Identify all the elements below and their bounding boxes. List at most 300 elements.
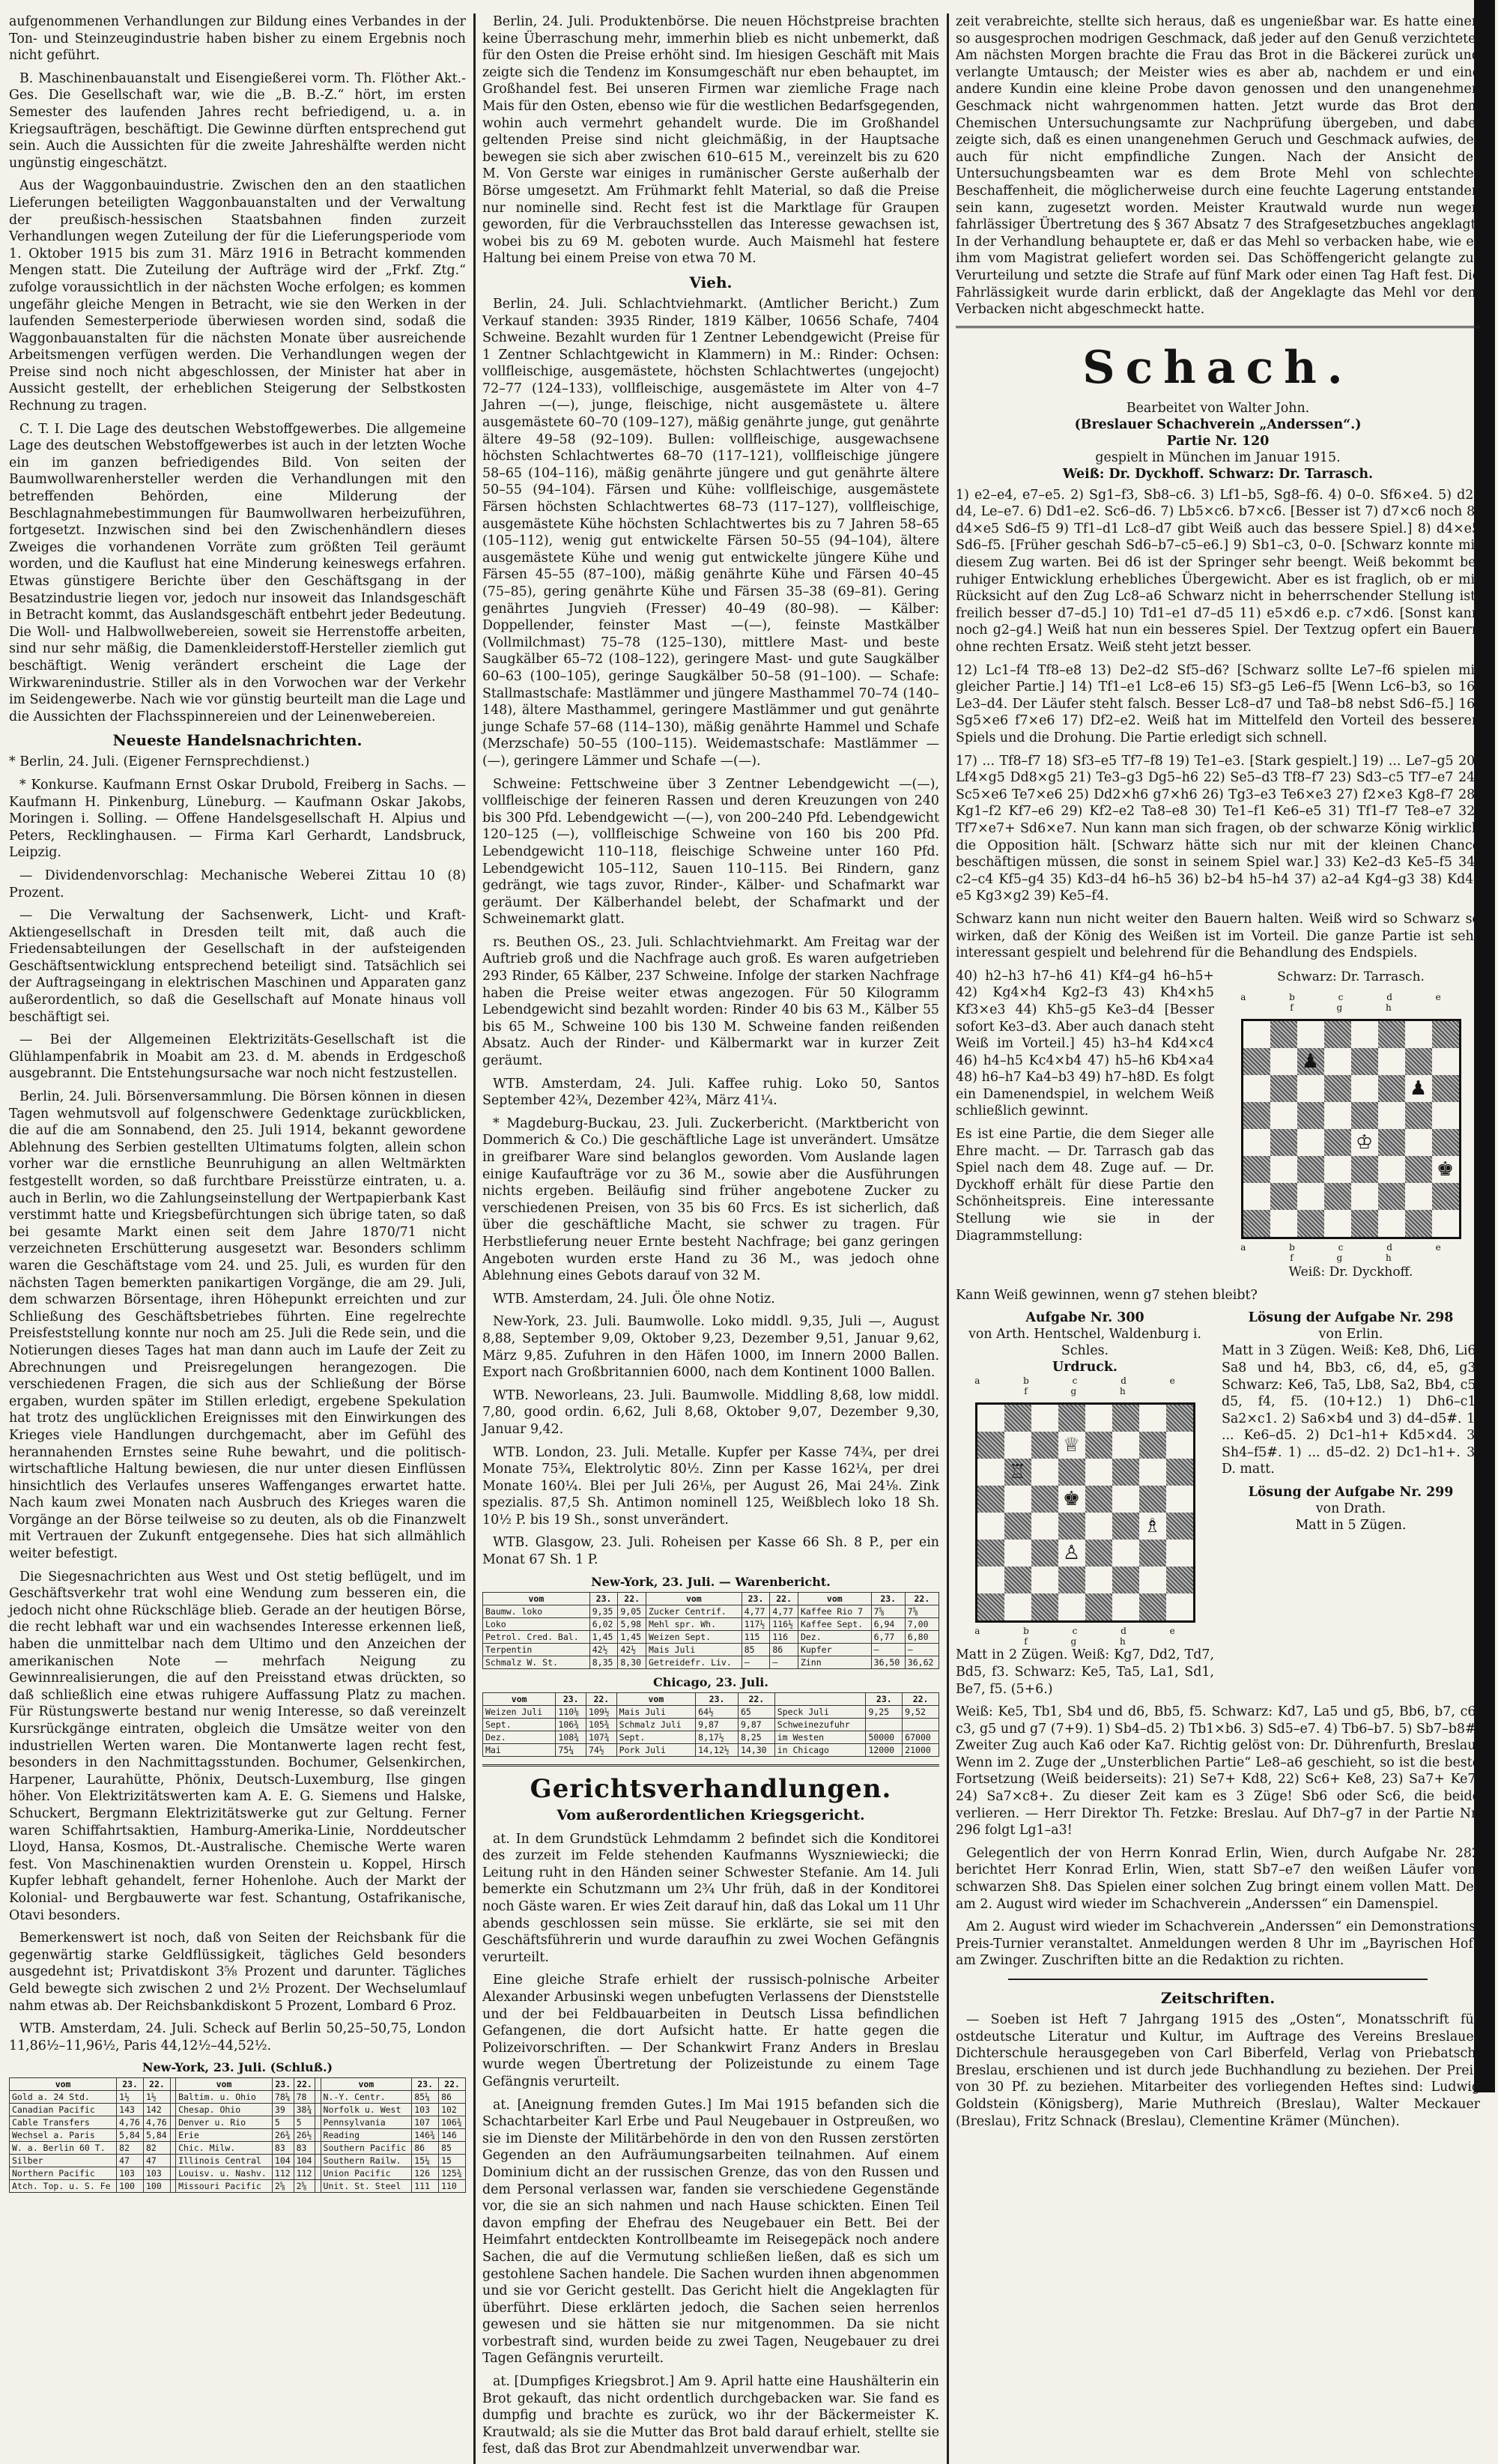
board-square bbox=[1166, 1567, 1193, 1593]
article-text: — Soeben ist Heft 7 Jahrgang 1915 des „Osten“, Monatsschrift für ostdeutsche Literatur und Kultur, im Auftrage des Vereins Breslauer Dichterschule herausgegeben von Carl Biberfeld, Verlag von Priebatsch, Breslau, erschienen und ist durch jede Buchhandlung zu beziehen. Der Preis von 30 Pf. zu beziehen. Mitarbeiter des vorliegenden Heftes sind: Ludwig Goldstein (Königsberg), Marie Muthreich (Breslau), Walter Meckauer (Breslau), Fritz Schnack (Breslau), Clementine Krämer (München). bbox=[956, 2012, 1480, 2129]
table-cell: 1½ bbox=[117, 2091, 144, 2104]
board-square bbox=[1085, 1432, 1112, 1459]
board-square bbox=[1243, 1048, 1270, 1075]
chess-board bbox=[1241, 1019, 1461, 1239]
table-cell: Kupfer bbox=[798, 1643, 871, 1656]
table-cell: Dez. bbox=[798, 1630, 871, 1643]
board-square: ♖ bbox=[1004, 1459, 1031, 1486]
board-square bbox=[1166, 1513, 1193, 1540]
board-square bbox=[1324, 1129, 1351, 1156]
table-row bbox=[10, 2129, 466, 2142]
table-row bbox=[483, 1743, 939, 1756]
table-header-cell: vom bbox=[321, 2078, 412, 2091]
board-square bbox=[1243, 1156, 1270, 1183]
section-heading: Gerichtsverhandlungen. bbox=[530, 1773, 892, 1804]
solution-author: von Erlin. bbox=[1318, 1327, 1383, 1343]
table-cell: Silber bbox=[10, 2155, 117, 2167]
table-cell bbox=[170, 2167, 175, 2180]
table-cell: 8,30 bbox=[618, 1656, 646, 1668]
table-cell: 1,45 bbox=[589, 1630, 618, 1643]
table-cell: 103 bbox=[144, 2167, 171, 2180]
article-text: WTB. Amsterdam, 24. Juli. Kaffee ruhig. Loko 50, Santos September 42¾, Dezember 42¾, März 41¼. bbox=[482, 1076, 939, 1109]
table-cell: 126 bbox=[412, 2167, 439, 2180]
board-square bbox=[1297, 1156, 1324, 1183]
board-square: ♕ bbox=[1058, 1432, 1085, 1459]
board-square bbox=[1139, 1593, 1166, 1620]
board-square bbox=[1324, 1210, 1351, 1237]
file-labels: a b c d e f g h bbox=[974, 1375, 1195, 1397]
board-square bbox=[1270, 1156, 1297, 1183]
table-cell: Cable Transfers bbox=[10, 2116, 117, 2129]
table-cell: 117½ bbox=[742, 1617, 770, 1630]
board-square bbox=[1031, 1405, 1058, 1432]
table-cell: Terpentin bbox=[483, 1643, 590, 1656]
stock-table bbox=[9, 2077, 466, 2193]
table-cell: 4,77 bbox=[742, 1605, 770, 1617]
board-square bbox=[1031, 1593, 1058, 1620]
table-cell: 14,12½ bbox=[696, 1743, 739, 1756]
board-square bbox=[1085, 1567, 1112, 1593]
board-square bbox=[1270, 1210, 1297, 1237]
table-cell: Kaffee Sept. bbox=[798, 1617, 871, 1630]
board-square bbox=[1031, 1513, 1058, 1540]
table-cell: 2⅝ bbox=[272, 2180, 294, 2193]
table-cell: 107¾ bbox=[586, 1731, 617, 1743]
table-cell: Getreidefr. Liv. bbox=[646, 1656, 742, 1668]
table-cell bbox=[170, 2155, 175, 2167]
article-text: * Magdeburg-Buckau, 23. Juli. Zuckerbericht. (Marktbericht von Dommerich & Co.) Die geschäftliche Lage ist unverändert. Umsätze in greifbarer Ware sind belanglos geworden. Vom Auslande lagen einige Kaufaufträge vor zu 36 M., sowie aber die Ausführungen nichts ergeben. Beiläufig sind früher angebotene Zucker zu verschiedenen Preisen, von 35 bis 60 Frcs. Es ist sicherlich, daß über die geschäftliche Macht, sie schwer zu tragen. Für Herbstlieferung neuer Ernte besteht Nachfrage; bei ganz geringen Angeboten wurden erste Hand zu 36 M., was jedoch ohne Ablehnung eines Gebots darauf von 32 M. bbox=[482, 1116, 939, 1284]
table-cell: 36,62 bbox=[905, 1656, 938, 1668]
table-row bbox=[10, 2116, 466, 2129]
table-cell: 1,45 bbox=[618, 1630, 646, 1643]
board-caption: Schwarz: Dr. Tarrasch. bbox=[1277, 969, 1425, 984]
board-square bbox=[1166, 1432, 1193, 1459]
chess-board bbox=[975, 1402, 1195, 1623]
article-text: Berlin, 24. Juli. Börsenversammlung. Die Börsen können in diesen Tagen wehmutsvoll auf folgenschwere Gedenktage zurückblicken, die auf die am Sonnabend, den 25. Juli 1914, bekannt gewordene Ablehnung des Serbien gestellten Ultimatums folgten, allein schon vorher war die ernstliche Beunruhigung an allen Weltmärkten festgestellt worden, so daß furchtbare Preisstürze eintraten, u. a. auch in Berlin, wo die Zahlungseinstellung der Wertpapierbank Kast verstimmt hatte und Kriegsbefürchtungen sich übrige taten, so daß bei gesamte Markt einen seit dem Jahre 1870/71 nicht verzeichneten Erschütterung ausgesetzt war. Besonders schlimm waren die Geschäftstage vom 24. und 25. Juli, es wurden für den nächsten Tagen bemerkten panikartigen Vorgänge, die am 29. Juli, dem schwarzen Börsentage, ihren Höhepunkt erreichten und zur Schließung des Geschäftsbetriebes führten. Eine regelrechte Preisfeststellung konnte nur noch am 25. Juli die Rede sein, und die Notierungen dieses Tages hat man dann auch im Laufe der Zeit zu Abrechnungen und Preisregelungen herangezogen. Die verschiedenen Fragen, die sich aus der Schließung der Börse ergaben, wurden später im Stillen erledigt, ergebene Spekulation hat trotz des unglücklichen Ereignisses mit den Einwirkungen des Krieges viele Handlungen durchgemacht, aber im Gefühl des herannahenden Ernstes seine Ruhe bewahrt, und die politisch-wirtschaftliche Haltung bewiesen, die nur unter diesen Einflüssen hinsichtlich des Verlaufes unseres Waffenganges erwartet hatte. Nach kaum zwei Monaten nach Ausbruch des Krieges waren die Vorgänge an der Börse teilweise so zu deuten, als ob die Finanzwelt mit Vertrauen der Zukunft entgegensehe. Dies hat sich allmählich weiter befestigt. bbox=[9, 1089, 466, 1562]
table-cell: 83 bbox=[294, 2142, 315, 2155]
table-cell: 5,84 bbox=[144, 2129, 171, 2142]
board-square bbox=[1085, 1405, 1112, 1432]
table-header-cell bbox=[774, 1692, 866, 1705]
board-square bbox=[1243, 1183, 1270, 1210]
board-square: ♙ bbox=[1058, 1540, 1085, 1567]
table-row bbox=[10, 2167, 466, 2180]
table-cell: 86 bbox=[439, 2091, 466, 2104]
table-cell: Atch. Top. u. S. Fe bbox=[10, 2180, 117, 2193]
divider bbox=[956, 326, 1480, 328]
table-header-cell: 23. bbox=[589, 1592, 618, 1605]
table-header-cell bbox=[170, 2078, 175, 2091]
table-header-cell: 22. bbox=[439, 2078, 466, 2091]
board-square bbox=[1139, 1432, 1166, 1459]
board-square bbox=[1432, 1129, 1459, 1156]
table-cell: 82 bbox=[117, 2142, 144, 2155]
table-cell: Union Pacific bbox=[321, 2167, 412, 2180]
table-header-cell: 22. bbox=[144, 2078, 171, 2091]
table-header-row bbox=[483, 1692, 939, 1705]
board-square bbox=[1085, 1593, 1112, 1620]
table-cell: 103 bbox=[412, 2104, 439, 2116]
board-square: ♚ bbox=[1058, 1486, 1085, 1513]
table-cell: im Westen bbox=[774, 1731, 866, 1743]
chess-moves: 12) Lc1–f4 Tf8–e8 13) De2–d2 Sf5–d6? [Schwarz sollte Le7–f6 spielen mit gleicher Partie.] 14) Tf1–e1 Lc8–e6 15) Sf3–g5 Le6–f5 [Wenn Lc6–b3, so 16) Le3–d4. Der Läufer steht falsch. Besser Lc8–d7 und Ta8–b8 nebst Sd6–f5.] 16) Sg5×e6 f7×e6 17) Df2–e2. Weiß hat im Mittelfeld den Vorteil des besseren Spiels und die Drohung. Die Partie erledigt sich schnell. bbox=[956, 662, 1480, 745]
table-cell: Mais Juli bbox=[616, 1705, 696, 1718]
board-square bbox=[1112, 1486, 1139, 1513]
table-header-cell: 23. bbox=[412, 2078, 439, 2091]
board-square bbox=[1405, 1183, 1432, 1210]
section-heading: Neueste Handelsnachrichten. bbox=[112, 731, 363, 750]
board-square bbox=[1004, 1593, 1031, 1620]
table-cell: 111 bbox=[412, 2180, 439, 2193]
board-square bbox=[1378, 1048, 1405, 1075]
table-header-cell: vom bbox=[10, 2078, 117, 2091]
table-cell: 108¾ bbox=[556, 1731, 586, 1743]
table-cell: Sept. bbox=[483, 1718, 556, 1731]
board-square bbox=[1324, 1021, 1351, 1048]
board-square bbox=[1085, 1540, 1112, 1567]
board-square bbox=[1378, 1156, 1405, 1183]
chess-moves: 1) e2–e4, e7–e5. 2) Sg1–f3, Sb8–c6. 3) Lf1–b5, Sg8–f6. 4) 0–0. Sf6×e4. 5) d2–d4, Le–e7. 6) Dd1–e2. Sc6–d6. 7) Lb5×c6. b7×c6. [Besser ist 7) d7×c6 noch 8) d4×e5 Sd6–f5 9) Tf1–d1 Lc8–d7 gibt Weiß auch das bessere Spiel.] 8) d4×e5 Sd6–f5. [Früher geschah Sd6–b7–c5–e6.] 9) Sb1–c3, 0–0. [Schwarz konnte mit diesem Zug warten. Bei d6 ist der Springer sehr beengt. Weiß bekommt bei ruhiger Entwicklung erhebliches Übergewicht. Aber es ist fraglich, ob er mit Rücksicht auf den Zug Lc8–a6 Schwarz nicht in beherrschender Stellung ist; freilich besser d7–d5.] 10) Td1–e1 d7–d5 11) e5×d6 e.p. c7×d6. [Sonst kann noch g2–g4.] Weiß hat nun ein besseres Spiel. Der Textzug opfert ein Bauern ohne rechten Ersatz. Weiß steht jetzt besser. bbox=[956, 487, 1480, 656]
table-cell: 83 bbox=[272, 2142, 294, 2155]
table-cell: 8,35 bbox=[589, 1656, 618, 1668]
board-square bbox=[1405, 1048, 1432, 1075]
section-heading: Zeitschriften. bbox=[1160, 1989, 1276, 2007]
board-square bbox=[1139, 1486, 1166, 1513]
table-cell: 75¼ bbox=[556, 1743, 586, 1756]
table-header-cell: 22. bbox=[738, 1692, 774, 1705]
article-text: Gelegentlich der von Herrn Konrad Erlin, Wien, durch Aufgabe Nr. 282 berichtet Herr Konrad Erlin, Wien, statt Sb7–e7 den weißen Läufer vom schwarzen Sh8. Das Spielen einer solchen Zug bringt einem vollen Matt. Der am 2. August wird wieder im Schachverein „Anderssen“ ein Damenspiel. bbox=[956, 1845, 1480, 1912]
board-square bbox=[1031, 1567, 1058, 1593]
board-square bbox=[1351, 1075, 1378, 1102]
table-row bbox=[483, 1731, 939, 1743]
chess-moves: Schwarz kann nun nicht weiter den Bauern halten. Weiß wird so Schwarz so wirken, daß der König des Weißen ist im Vorteil. Die ganze Partie ist sehr interessant gespielt und belehrend für die Behandlung des Endspiels. bbox=[956, 911, 1480, 961]
table-cell: 9,87 bbox=[738, 1718, 774, 1731]
table-cell: 42½ bbox=[589, 1643, 618, 1656]
table-header-cell: 23. bbox=[556, 1692, 586, 1705]
table-header-cell: 22. bbox=[586, 1692, 617, 1705]
solution-title: Lösung der Aufgabe Nr. 298 bbox=[1248, 1310, 1454, 1326]
board-square bbox=[1270, 1048, 1297, 1075]
commodity-table bbox=[482, 1592, 939, 1669]
table-cell: 9,87 bbox=[696, 1718, 739, 1731]
problem-title: Aufgabe Nr. 300 bbox=[1025, 1310, 1144, 1326]
board-square bbox=[1297, 1210, 1324, 1237]
table-cell: Canadian Pacific bbox=[10, 2104, 117, 2116]
table-cell: 2⅝ bbox=[294, 2180, 315, 2193]
table-cell: 78 bbox=[294, 2091, 315, 2104]
article-text: WTB. Neworleans, 23. Juli. Baumwolle. Middling 8,68, low middl. 7,80, good ordin. 6,62, Juli 8,68, Oktober 9,07, Dezember 9,30, Januar 9,42. bbox=[482, 1387, 939, 1437]
table-cell: 78¼ bbox=[272, 2091, 294, 2104]
table-cell: Pork Juli bbox=[616, 1743, 696, 1756]
table-cell: 112 bbox=[294, 2167, 315, 2180]
article-text: Schweine: Fettschweine über 3 Zentner Lebendgewicht —(—), vollfleischige der feineren Rassen und deren Kreuzungen von 240 bis 300 Pfd. Lebendgewicht —(—), von 200–240 Pfd. Lebendgewicht 120–125 (—), vollfleischige Schweine von 160 bis 200 Pfd. Lebendgewicht 110–118, fleischige Schweine unter 160 Pfd. Lebendgewicht 105–112, Sauen 110–115. Bei Rindern, ganz gedrängt, wie tags zuvor, Rinder-, Kälber- und Schafmarkt war geräumt. Der Kälberhandel belebt, der Schafmarkt und der Schweinemarkt glatt. bbox=[482, 776, 939, 927]
board-square bbox=[977, 1486, 1004, 1513]
table-cell: Wechsel a. Paris bbox=[10, 2129, 117, 2142]
table-cell: 65 bbox=[738, 1705, 774, 1718]
table-cell: 6,02 bbox=[589, 1617, 618, 1630]
table-cell: 9,05 bbox=[618, 1605, 646, 1617]
table-header-cell: 22. bbox=[905, 1592, 938, 1605]
chess-moves: 17) ... Tf8–f7 18) Sf3–e5 Tf7–f8 19) Te1–e3. [Stark gespielt.] 19) ... Le7–g5 20) Lf4×g5 Dd8×g5 21) Te3–g3 Dg5–h6 22) Se5–d3 Tf8–f7 23) Sd3–c5 Tf7–e7 24) Sc5×e6 Te7×e6 25) Dd2×h6 g7×h6 26) Tg3–e3 Te6×e3 27) f2×e3 Kg8–f7 28) Kg1–f2 Kf7–e6 29) Kf2–e2 Ta8–e8 30) Te1–f1 Ke6–e5 31) Tf1–f7 Te8–e7 32) Tf7×e7+ Sd6×e7. Nun kann man sich fragen, ob der schwarze König wirklich die Opposition hält. [Schwarz hätte sich nur mit der kleinen Chance beschäftigen müssen, die sonst in seinem Spiel war.] 33) Ke2–d3 Ke5–f5 34) c2–c4 Kf5–g4 35) Kd3–d4 h6–h5 36) b2–b4 h5–h4 37) a2–a4 Kg4–g3 38) Kd4–e5 Kg3×g2 39) Ke5–f4. bbox=[956, 753, 1480, 904]
board-square bbox=[1085, 1459, 1112, 1486]
table-header-cell: vom bbox=[798, 1592, 871, 1605]
solution-author: von Drath. bbox=[1315, 1501, 1386, 1517]
board-square bbox=[1432, 1048, 1459, 1075]
divider bbox=[482, 1764, 939, 1767]
table-cell: 146¾ bbox=[412, 2129, 439, 2142]
board-square bbox=[1378, 1021, 1405, 1048]
chess-moves: 40) h2–h3 h7–h6 41) Kf4–g4 h6–h5+ 42) Kg4×h4 Kg2–f3 43) Kh4×h5 Kf3×e3 44) Kh5–g5 Ke3–d4 [Besser sofort Ke3–d3. Aber auch danach steht Weiß im Vorteil.] 45) h3–h4 Kd4×c4 46) h4–h5 Kc4×b4 47) h5–h6 Kb4×a4 48) h6–h7 Ka4–b3 49) h7–h8D. Es folgt ein Damenendspiel, in welchem Weiß schließlich gewinnt. bbox=[956, 968, 1214, 1119]
board-square bbox=[1351, 1102, 1378, 1129]
board-square bbox=[1112, 1567, 1139, 1593]
table-cell: — bbox=[871, 1643, 905, 1656]
table-cell: 106¾ bbox=[439, 2116, 466, 2129]
board-square bbox=[1405, 1129, 1432, 1156]
table-header-cell: 23. bbox=[272, 2078, 294, 2091]
table-cell bbox=[315, 2142, 321, 2155]
table-cell: 6,77 bbox=[871, 1630, 905, 1643]
table-cell: Chic. Milw. bbox=[176, 2142, 273, 2155]
board-square bbox=[1270, 1075, 1297, 1102]
article-text: B. Maschinenbauanstalt und Eisengießerei vorm. Th. Flöther Akt.-Ges. Die Gesellschaft war, wie die „B. B.-Z.“ hört, im ersten Semester des laufenden Jahres recht befriedigend, u. a. in Kriegsaufträgen, beschäftigt. Die Gewinne dürften entsprechend gut sein. Auch die Aussichten für die zweite Jahreshälfte werden nicht ungünstig eingeschätzt. bbox=[9, 70, 466, 171]
table-cell: 112 bbox=[272, 2167, 294, 2180]
board-square bbox=[1405, 1210, 1432, 1237]
board-square bbox=[1378, 1183, 1405, 1210]
board-square bbox=[1058, 1405, 1085, 1432]
board-square bbox=[1351, 1021, 1378, 1048]
chess-diagram-area bbox=[956, 968, 1480, 1287]
article-text: — Dividendenvorschlag: Mechanische Weberei Zittau 10 (8) Prozent. bbox=[9, 868, 466, 900]
table-cell: 42½ bbox=[618, 1643, 646, 1656]
table-cell bbox=[170, 2129, 175, 2142]
table-header-cell: 23. bbox=[696, 1692, 739, 1705]
board-square bbox=[977, 1432, 1004, 1459]
table-header-row bbox=[10, 2078, 466, 2091]
section-subheading: Vom außerordentlichen Kriegsgericht. bbox=[557, 1806, 865, 1823]
board-square bbox=[1139, 1567, 1166, 1593]
table-cell: in Chicago bbox=[774, 1743, 866, 1756]
board-square bbox=[1432, 1102, 1459, 1129]
board-square bbox=[1324, 1156, 1351, 1183]
board-square bbox=[1004, 1567, 1031, 1593]
table-cell bbox=[315, 2180, 321, 2193]
table-row bbox=[10, 2155, 466, 2167]
article-text: Am 2. August wird wieder im Schachverein „Anderssen“ ein Demonstrations-Preis-Turnier veranstaltet. Anmeldungen werden 8 Uhr im „Bayrischen Hof“ am Zwinger. Zuschriften bitte an die Redaktion zu richten. bbox=[956, 1919, 1480, 1969]
problem-area bbox=[956, 1310, 1480, 1704]
game-place: gespielt in München im Januar 1915. bbox=[1095, 449, 1341, 465]
table-cell: 9,25 bbox=[866, 1705, 903, 1718]
game-number: Partie Nr. 120 bbox=[1166, 433, 1270, 449]
board-square bbox=[1378, 1075, 1405, 1102]
table-header-cell bbox=[315, 2078, 321, 2091]
table-row bbox=[10, 2091, 466, 2104]
article-text: at. [Aneignung fremden Gutes.] Im Mai 1915 befanden sich die Schachtarbeiter Karl Erbe und Paul Neugebauer in Ostpreußen, wo sie im Dienste der Militärbehörde in den von den Russen zerstörten Gegenden an den Aufräumungsarbeiten teilnahmen. Auf einem Dominium dicht an der russischen Grenze, das von den Russen und dem Personal verlassen war, fanden sie verschiedene Gegenstände vor, die sie an sich nahmen und nach Hause schickten. Einen Teil davon empfing der Ehefrau des Neugebauer ein Bett. Bei der Heimfahrt entdeckten Kontrollbeamte im Reisegepäck noch andere Sachen, die auf die Vermutung schließen ließen, daß es sich um gestohlene Sachen handele. Die Sachen wurden ihnen abgenommen und sie vor Gericht gestellt. Das Gericht hielt die Angeklagten für überführt. Diese erklärten jedoch, die Sachen seien herrenlos gewesen und sie hätten sie nur mitgenommen. Da sie nicht vorbestraft sind, wurden beide zu zwei Tagen, Neugebauer zu drei Tagen Gefängnis verurteilt. bbox=[482, 2097, 939, 2367]
table-header-cell: 22. bbox=[770, 1592, 798, 1605]
article-text: Eine gleiche Strafe erhielt der russisch-polnische Arbeiter Alexander Arbusinski wegen unbefugten Verlassens der Dienststelle und der bei Feldbauarbeiten in Deutsch Lissa befindlichen Gefangenen, die dort Aufsicht hatte. Er hatte gegen die Polizeivorschriften. — Der Schankwirt Franz Anders in Breslau wurde wegen Übertretung der Polizeistunde zu einem Tage Gefängnis verurteilt. bbox=[482, 1973, 939, 2089]
board-square bbox=[1004, 1486, 1031, 1513]
table-cell: 50000 bbox=[866, 1731, 903, 1743]
newspaper-page bbox=[9, 13, 1480, 2457]
board-square bbox=[1432, 1021, 1459, 1048]
article-text: — Die Verwaltung der Sachsenwerk, Licht- und Kraft-Aktiengesellschaft in Dresden teilt mit, daß auch die Friedensabteilungen der Gesellschaft in der aufsteigenden Geschäftsentwicklung entsprechend beteiligt sind. Tatsächlich sei der Auftragseingang in elektrischen Maschinen und Apparaten ganz außerordentlich, so daß die Gesellschaft auf Monate hinaus voll beschäftigt sei. bbox=[9, 908, 466, 1025]
column-1 bbox=[9, 13, 466, 2464]
table-cell: Northern Pacific bbox=[10, 2167, 117, 2180]
table-cell: 38¾ bbox=[294, 2104, 315, 2116]
section-heading: Vieh. bbox=[689, 273, 733, 291]
board-square bbox=[1139, 1459, 1166, 1486]
table-cell: 110 bbox=[439, 2180, 466, 2193]
board-square bbox=[1112, 1405, 1139, 1432]
table-cell: 146 bbox=[439, 2129, 466, 2142]
board-square bbox=[1166, 1540, 1193, 1567]
board-square bbox=[1432, 1183, 1459, 1210]
solution-text: Matt in 3 Zügen. Weiß: Ke8, Dh6, Li6, Sa8 und h4, Bb3, c6, d4, e5, g3. Schwarz: Ke6, Ta5, Lb8, Sa2, Bb4, c5, d5, f4, f5. (10+12.) 1) Dh6–c1. Sa2×c1. 2) Sa6×b4 und 3) d4–d5#. 1) ... Ke6–d5. 2) Dc1–h1+ Kd5×d4. 3) Sh4–f5#. 1) ... d5–d2. 2) Dc1–h1+. 3) D. matt. bbox=[1222, 1343, 1480, 1477]
table-cell bbox=[315, 2104, 321, 2116]
table-cell bbox=[170, 2180, 175, 2193]
board-square bbox=[1405, 1021, 1432, 1048]
table-cell: Norfolk u. West bbox=[321, 2104, 412, 2116]
table-cell: Mai bbox=[483, 1743, 556, 1756]
board-square bbox=[977, 1540, 1004, 1567]
board-square bbox=[1405, 1156, 1432, 1183]
table-cell bbox=[170, 2104, 175, 2116]
table-cell: 6,94 bbox=[871, 1617, 905, 1630]
board-square bbox=[1112, 1540, 1139, 1567]
diagram-1 bbox=[1222, 968, 1480, 1287]
board-square bbox=[977, 1405, 1004, 1432]
table-cell bbox=[170, 2091, 175, 2104]
table-cell bbox=[170, 2116, 175, 2129]
board-square bbox=[1112, 1513, 1139, 1540]
table-cell: 4,77 bbox=[770, 1605, 798, 1617]
board-square bbox=[1351, 1156, 1378, 1183]
table-cell: Illinois Central bbox=[176, 2155, 273, 2167]
club-name: (Breslauer Schachverein „Anderssen“.) bbox=[1074, 417, 1362, 432]
table-cell: 115 bbox=[742, 1630, 770, 1643]
board-square bbox=[1297, 1075, 1324, 1102]
problem-tag: Urdruck. bbox=[1052, 1360, 1118, 1375]
table-header-cell: vom bbox=[646, 1592, 742, 1605]
board-square bbox=[1031, 1486, 1058, 1513]
article-text: WTB. London, 23. Juli. Metalle. Kupfer per Kasse 74¾, per drei Monate 75¾, Elektrolytic 80½. Zinn per Kasse 162¼, per drei Monate 160¼. Blei per Juli 26⅛, per August 26, Mai 24⅛. Zink spezialis. 87,5 Sh. Antimon nominell 125, Weißblech loko 18 Sh. 10½ P. bis 19 Sh., sonst unverändert. bbox=[482, 1444, 939, 1528]
table-cell: 85 bbox=[439, 2142, 466, 2155]
table-cell bbox=[170, 2142, 175, 2155]
table-cell: 8,25 bbox=[738, 1731, 774, 1743]
board-square bbox=[1166, 1459, 1193, 1486]
problem-author: von Arth. Hentschel, Waldenburg i. Schles. bbox=[968, 1327, 1201, 1359]
table-cell: 7⅝ bbox=[871, 1605, 905, 1617]
table-cell bbox=[315, 2155, 321, 2167]
table-cell: 8,17½ bbox=[696, 1731, 739, 1743]
article-text: — Bei der Allgemeinen Elektrizitäts-Gesellschaft ist die Glühlampenfabrik in Moabit am 23. d. M. abends in Erdgeschoß ausgebrannt. Die Entstehungsursache war noch nicht festzustellen. bbox=[9, 1032, 466, 1082]
table-cell: Unit. St. Steel bbox=[321, 2180, 412, 2193]
table-cell: 26¾ bbox=[272, 2129, 294, 2142]
board-caption: Weiß: Dr. Dyckhoff. bbox=[1288, 1264, 1413, 1280]
board-square bbox=[1243, 1129, 1270, 1156]
board-square bbox=[1058, 1593, 1085, 1620]
table-cell: 64½ bbox=[696, 1705, 739, 1718]
chess-question: Kann Weiß gewinnen, wenn g7 stehen bleibt? bbox=[956, 1287, 1258, 1303]
table-cell: 82 bbox=[144, 2142, 171, 2155]
table-row bbox=[10, 2142, 466, 2155]
board-square bbox=[977, 1513, 1004, 1540]
table-row bbox=[483, 1705, 939, 1718]
table-cell: 67000 bbox=[903, 1731, 939, 1743]
chicago-table bbox=[482, 1692, 939, 1757]
table-cell: Speck Juli bbox=[774, 1705, 866, 1718]
table-cell: 106¾ bbox=[556, 1718, 586, 1731]
table-cell: — bbox=[770, 1656, 798, 1668]
board-square bbox=[1324, 1102, 1351, 1129]
table-cell bbox=[866, 1718, 903, 1731]
board-square bbox=[1297, 1129, 1324, 1156]
table-cell: Erie bbox=[176, 2129, 273, 2142]
table-cell: 85 bbox=[742, 1643, 770, 1656]
table-cell: Zucker Centrif. bbox=[646, 1605, 742, 1617]
board-square bbox=[1270, 1129, 1297, 1156]
board-square bbox=[1351, 1183, 1378, 1210]
table-cell: 86 bbox=[770, 1643, 798, 1656]
table-cell: 105¾ bbox=[586, 1718, 617, 1731]
table-cell: Missouri Pacific bbox=[176, 2180, 273, 2193]
table-cell: Louisv. u. Nashv. bbox=[176, 2167, 273, 2180]
table-cell: 36,50 bbox=[871, 1656, 905, 1668]
table-cell: 104 bbox=[272, 2155, 294, 2167]
dateline: * Berlin, 24. Juli. (Eigener Fernsprechdienst.) bbox=[9, 754, 310, 770]
table-cell: 5 bbox=[294, 2116, 315, 2129]
table-cell: 1½ bbox=[144, 2091, 171, 2104]
table-cell: Southern Pacific bbox=[321, 2142, 412, 2155]
table-cell: Loko bbox=[483, 1617, 590, 1630]
column-3 bbox=[956, 13, 1480, 2464]
file-labels: a b c d e f g h bbox=[1240, 991, 1461, 1013]
article-text: at. [Dumpfiges Kriegsbrot.] Am 9. April hatte eine Haushälterin ein Brot gekauft, das nicht ordentlich durchgebacken war. Sie fand es dumpfig und brachte es zurück, wo ihr der Bäckermeister K. Krautwald; als sie die Mutter das Brot bald darauf erhielt, stellte sie fest, daß das Brot zur Abendmahlzeit unverwendbar war. bbox=[482, 2374, 939, 2457]
board-square bbox=[1112, 1459, 1139, 1486]
article-text: Berlin, 24. Juli. Schlachtviehmarkt. (Amtlicher Bericht.) Zum Verkauf standen: 3935 Rinder, 1819 Kälber, 10656 Schafe, 7404 Schweine. Bezahlt wurden für 1 Zentner Lebendgewicht (Preise für 1 Zentner Schlachtgewicht in Klammern) in M.: Rinder: Ochsen: vollfleischige, ausgemästete, höchsten Schlachtwertes (ungejocht) 72–77 (124–133), vollfleischige, ausgemästete im Alter von 4–7 Jahren —(—), junge, fleischige, nicht ausgemästete u. ältere ausgemästete 60–70 (109–127), mäßig genährte junge, gut genährte ältere 49–58 (92–109). Bullen: vollfleischige, ausgewachsene höchsten Schlachtwertes 68–70 (117–121), vollfleischige jüngere 58–65 (104–116), mäßig genährte jüngere und gut genährte ältere 50–55 (94–104). Färsen und Kühe: vollfleischige, ausgemästete Färsen höchsten Schlachtwertes 68–73 (117–127), vollfleischige, ausgemästete Kühe höchsten Schlachtwertes bis zu 7 Jahren 58–65 (105–112), wenig gut entwickelte Färsen 50–55 (94–104), ältere ausgemästete Kühe und wenig gut entwickelte jüngere Kühe und Färsen 45–55 (87–100), mäßig genährte Kühe und Färsen 40–45 (75–85), gering genährte Kühe und Färsen 35–38 (69–81). Gering genährtes Jungvieh (Fresser) 40–49 (80–98). — Kälber: Doppellender, feinster Mast —(—), feinste Mastkälber (Vollmilchmast) 75–78 (125–130), mittlere Mast- und beste Saugkälber 65–72 (108–122), geringere Mast- und gute Saugkälber 60–63 (100–105), geringe Saugkälber 50–58 (91–100). — Schafe: Stallmastschafe: Mastlämmer und jüngere Masthammel 70–74 (140–148), ältere Masthammel, geringere Mastlämmer und gut genährte junge Schafe 57–68 (114–130), mäßig genährte Hammel und Schafe (Merzschafe) 50–55 (100–115). Weidemastschafe: Mastlämmer —(—), geringere Lämmer und Schafe —(—). bbox=[482, 296, 939, 769]
table-title: New-York, 23. Juli. — Warenbericht. bbox=[591, 1574, 831, 1589]
board-square bbox=[1058, 1513, 1085, 1540]
table-cell: — bbox=[905, 1643, 938, 1656]
file-labels: a b c d e f g h bbox=[974, 1626, 1195, 1647]
table-cell: W. a. Berlin 60 T. bbox=[10, 2142, 117, 2155]
solution-title: Lösung der Aufgabe Nr. 299 bbox=[1248, 1485, 1454, 1501]
notes-left bbox=[956, 968, 1214, 1287]
table-row bbox=[483, 1643, 939, 1656]
table-cell: 5,98 bbox=[618, 1617, 646, 1630]
column-2 bbox=[482, 13, 939, 2464]
table-header-cell: 23. bbox=[871, 1592, 905, 1605]
table-header-cell: vom bbox=[483, 1592, 590, 1605]
board-square: ♟ bbox=[1405, 1075, 1432, 1102]
table-cell: 15 bbox=[439, 2155, 466, 2167]
table-cell: 4,76 bbox=[117, 2116, 144, 2129]
board-square bbox=[1031, 1459, 1058, 1486]
table-header-cell: 22. bbox=[903, 1692, 939, 1705]
table-cell: Sept. bbox=[616, 1731, 696, 1743]
table-cell bbox=[903, 1718, 939, 1731]
table-cell: 9,52 bbox=[903, 1705, 939, 1718]
table-cell bbox=[315, 2116, 321, 2129]
solution-text: Matt in 5 Zügen. bbox=[1295, 1518, 1407, 1534]
table-title: New-York, 23. Juli. (Schluß.) bbox=[142, 2060, 333, 2075]
board-square bbox=[1378, 1102, 1405, 1129]
board-square bbox=[1166, 1486, 1193, 1513]
table-cell: 100 bbox=[117, 2180, 144, 2193]
table-header-cell: 23. bbox=[866, 1692, 903, 1705]
divider bbox=[1008, 1979, 1428, 1980]
table-cell: 109½ bbox=[586, 1705, 617, 1718]
article-text: Aus der Waggonbauindustrie. Zwischen den an den staatlichen Lieferungen beteiligten Waggonbauanstalten und der Verwaltung der preußisch-hessischen Staatsbahnen finden zurzeit Verhandlungen wegen Zuteilung der für die Lieferungsperiode vom 1. Oktober 1915 bis zum 31. März 1916 in Betracht kommenden Mengen statt. Die Zuteilung der Aufträge wird der „Frkf. Ztg.“ zufolge voraussichtlich in der nächsten Woche erfolgen; es kommen ungefähr gleiche Mengen in Betracht, wie sie den Werken in der laufenden Semesterperiode überwiesen worden sind, sodaß die Waggonbauanstalten für die nächsten Monate über ausreichende Arbeitsmengen verfügen werden. Die Verhandlungen wegen der Preise sind noch nicht abgeschlossen, der Minister hat aber in Aussicht gestellt, der erheblichen Steigerung der Selbstkosten Rechnung zu tragen. bbox=[9, 178, 466, 414]
